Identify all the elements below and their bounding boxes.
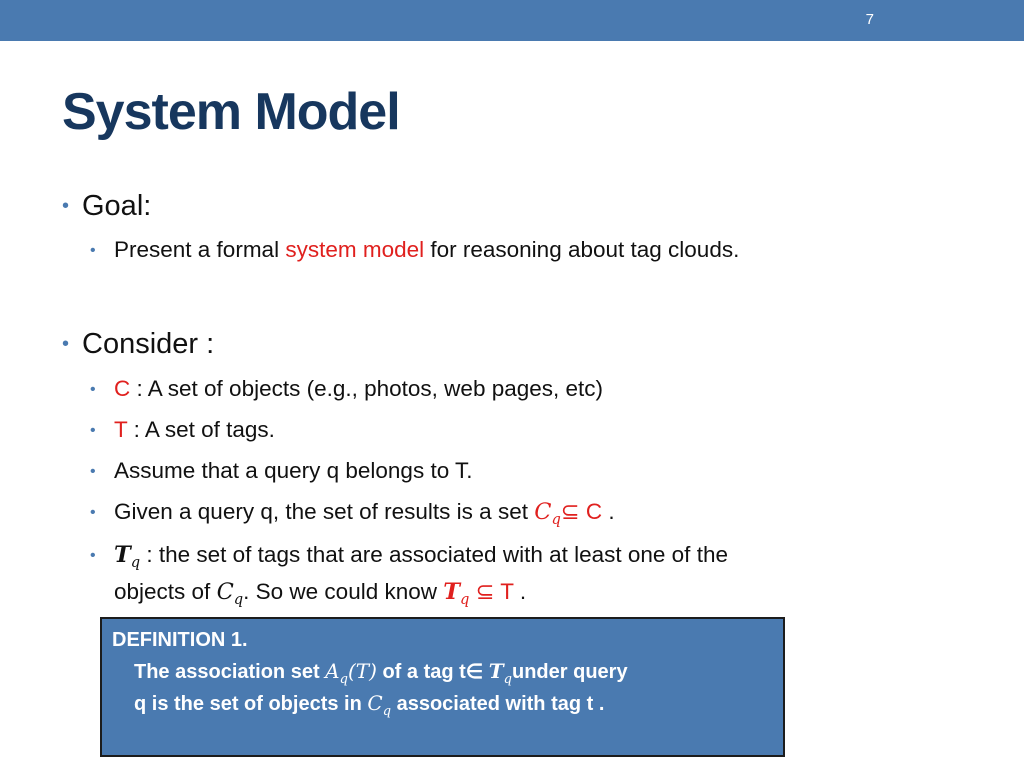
def-l2-pre: q is the set of objects in xyxy=(134,693,368,715)
bullet-dot: • xyxy=(90,381,96,398)
bullet-dot: • xyxy=(90,422,96,439)
goal-item-pre: Present a formal xyxy=(114,237,286,262)
def-l1-math2: T xyxy=(488,659,504,683)
definition-line-2 xyxy=(134,691,604,719)
slide-title: System Model xyxy=(62,83,400,141)
tq-math: T xyxy=(114,542,131,568)
definition-label: DEFINITION 1. xyxy=(112,629,248,651)
c-text: : A set of objects (e.g., photos, web pages, etc) xyxy=(130,376,604,401)
assume-text: Assume that a query q belongs to T. xyxy=(114,458,473,483)
consider-item-assume xyxy=(90,458,473,484)
tq-line2-post: . xyxy=(513,579,527,604)
consider-item-c xyxy=(90,376,603,402)
given-pre: Given a query q, the set of results is a set xyxy=(114,499,535,524)
tq-line2-math: C xyxy=(216,579,234,605)
bullet-dot: • xyxy=(90,504,96,521)
t-text: : A set of tags. xyxy=(127,417,275,442)
def-l2-post: associated with tag t . xyxy=(391,693,605,715)
def-l2-sub: q xyxy=(382,704,392,719)
tq-line2-mid: . So we could know xyxy=(243,579,444,604)
goal-item xyxy=(90,237,739,263)
tq-line2-sub2: q xyxy=(460,591,470,608)
bullet-dot: • xyxy=(62,333,70,355)
tq-line1: : the set of tags that are associated with at least one of the xyxy=(140,542,728,567)
consider-item-tq xyxy=(90,542,728,571)
def-l1-sub: q xyxy=(339,672,348,687)
bullet-dot: • xyxy=(90,242,96,259)
bullet-dot: • xyxy=(90,463,96,480)
consider-item-given xyxy=(90,499,615,528)
def-l2-math: C xyxy=(367,691,383,715)
given-math: C xyxy=(534,499,552,525)
slide-number: 7 xyxy=(865,11,874,28)
definition-line-1 xyxy=(134,659,628,687)
consider-heading: Consider : xyxy=(82,328,215,360)
consider-item-tq-cont xyxy=(114,579,526,608)
def-l1-post: under query xyxy=(512,661,628,683)
given-post: . xyxy=(602,499,615,524)
header-bar xyxy=(0,0,1024,41)
definition-box xyxy=(100,617,785,757)
goal-heading: Goal: xyxy=(82,190,152,222)
tq-line2-pre: objects of xyxy=(114,579,217,604)
bullet-consider xyxy=(62,328,214,361)
consider-item-t xyxy=(90,417,275,443)
goal-item-post: for reasoning about tag clouds. xyxy=(424,237,740,262)
given-sub: q xyxy=(551,511,561,528)
c-symbol: C xyxy=(114,376,131,401)
def-l1-sub2: q xyxy=(503,672,512,687)
bullet-dot: • xyxy=(62,195,70,217)
def-l1-mid: of a tag t∈ xyxy=(376,661,489,683)
bullet-goal xyxy=(62,190,151,223)
given-rel: ⊆ C xyxy=(560,499,603,524)
goal-item-highlight: system model xyxy=(285,237,425,262)
def-l1-pre: The association set xyxy=(134,661,326,683)
tq-line2-math2: T xyxy=(443,579,460,605)
tq-sub: q xyxy=(130,554,141,571)
t-symbol: T xyxy=(114,417,128,442)
def-l1-math: A xyxy=(325,659,340,683)
tq-line2-sub: q xyxy=(233,591,244,608)
bullet-dot: • xyxy=(90,547,96,564)
def-l1-math-tail: (T) xyxy=(347,659,377,683)
tq-line2-rel: ⊆ T xyxy=(469,579,514,604)
